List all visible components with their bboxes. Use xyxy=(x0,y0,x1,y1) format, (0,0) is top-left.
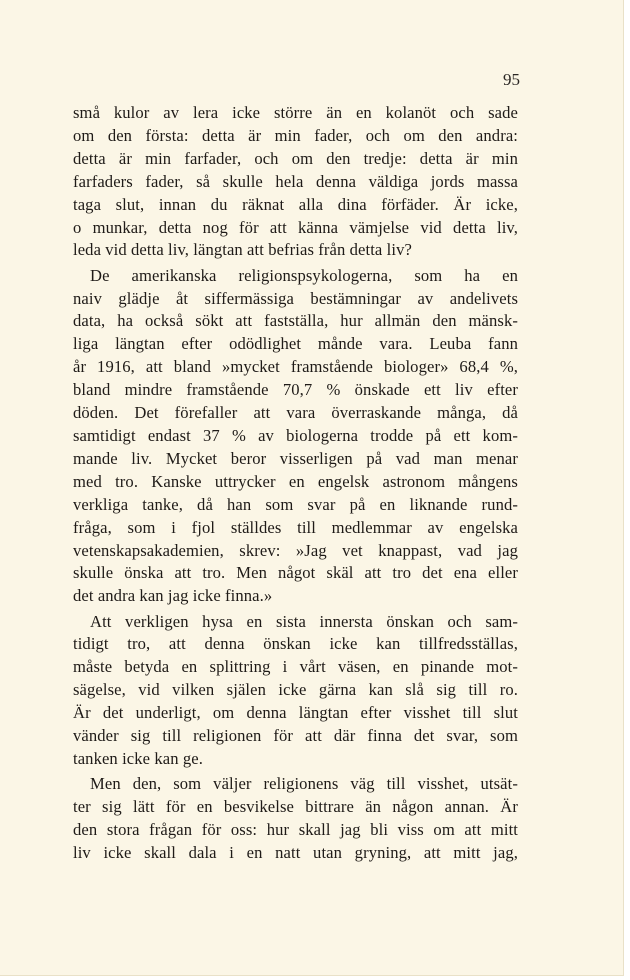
text-line: verkliga tanke, då han som svar på en liknande rund- xyxy=(73,494,518,514)
text-line: små kulor av lera icke större än en kolanöt och sade xyxy=(73,103,518,122)
text-line: bland mindre framstående 70,7 % önskade ett liv efter xyxy=(73,380,518,400)
text-line: liv icke skall dala i en natt utan gryning, att mitt jag, xyxy=(73,842,518,862)
text-line: data, ha också sökt att fastställa, hur allmän den mänsk- xyxy=(73,311,518,331)
text-line: detta är min farfader, och om den tredje: detta är min xyxy=(73,148,518,168)
text-line: år 1916, att bland »mycket framstående biologer» 68,4 %, xyxy=(73,357,518,377)
text-line: tidigt tro, att denna önskan icke kan tillfredsställas, xyxy=(73,634,518,654)
text-line: Men den, som väljer religionens väg till visshet, utsät- xyxy=(90,774,518,794)
text-line: skulle önska att tro. Men något skäl att tro det ena eller xyxy=(73,563,518,583)
text-line: vänder sig till religionen för att där finna det svar, som xyxy=(73,726,518,746)
text-line: farfaders fader, så skulle hela denna väldiga jords massa xyxy=(73,171,518,191)
text-line: med tro. Kanske uttrycker en engelsk astronom mångens xyxy=(73,471,518,491)
text-line: Att verkligen hysa en sista innersta önskan och sam- xyxy=(90,611,518,631)
text-line: liga längtan efter odödlighet månde vara. Leuba fann xyxy=(73,334,518,354)
body-text xyxy=(73,102,518,865)
text-line: måste betyda en splittring i vårt väsen, en pinande mot- xyxy=(73,657,518,677)
text-line: De amerikanska religionspsykologerna, som ha en xyxy=(90,265,518,285)
text-line: om den första: detta är min fader, och om den andra: xyxy=(73,125,518,145)
text-line: döden. Det förefaller att vara överraskande många, då xyxy=(73,403,518,423)
text-line: samtidigt endast 37 % av biologerna trodde på ett kom- xyxy=(73,425,518,445)
text-line: den stora frågan för oss: hur skall jag bli viss om att mitt xyxy=(73,819,518,839)
text-line: vetenskapsakademien, skrev: »Jag vet knappast, vad jag xyxy=(73,540,518,560)
text-line: det andra kan jag icke finna.» xyxy=(73,586,273,606)
text-line: o munkar, detta nog för att känna vämjelse vid detta liv, xyxy=(73,217,518,237)
text-line: tanken icke kan ge. xyxy=(73,748,203,768)
text-line: sägelse, vid vilken själen icke gärna kan slå sig till ro. xyxy=(73,680,518,700)
text-line: taga slut, innan du räknat alla dina förfäder. Är icke, xyxy=(73,194,518,214)
text-line: mande liv. Mycket beror visserligen på vad man menar xyxy=(73,448,518,468)
text-line: leda vid detta liv, längtan att befrias från detta liv? xyxy=(73,240,412,260)
text-line: Är det underligt, om denna längtan efter visshet till slut xyxy=(73,703,518,723)
page-number: 95 xyxy=(503,70,520,89)
text-line: ter sig lätt för en besvikelse bittrare än någon annan. Är xyxy=(73,797,518,817)
text-line: fråga, som i fjol ställdes till medlemmar av engelska xyxy=(73,517,518,537)
text-line: naiv glädje åt siffermässiga bestämningar av andelivets xyxy=(73,288,518,308)
